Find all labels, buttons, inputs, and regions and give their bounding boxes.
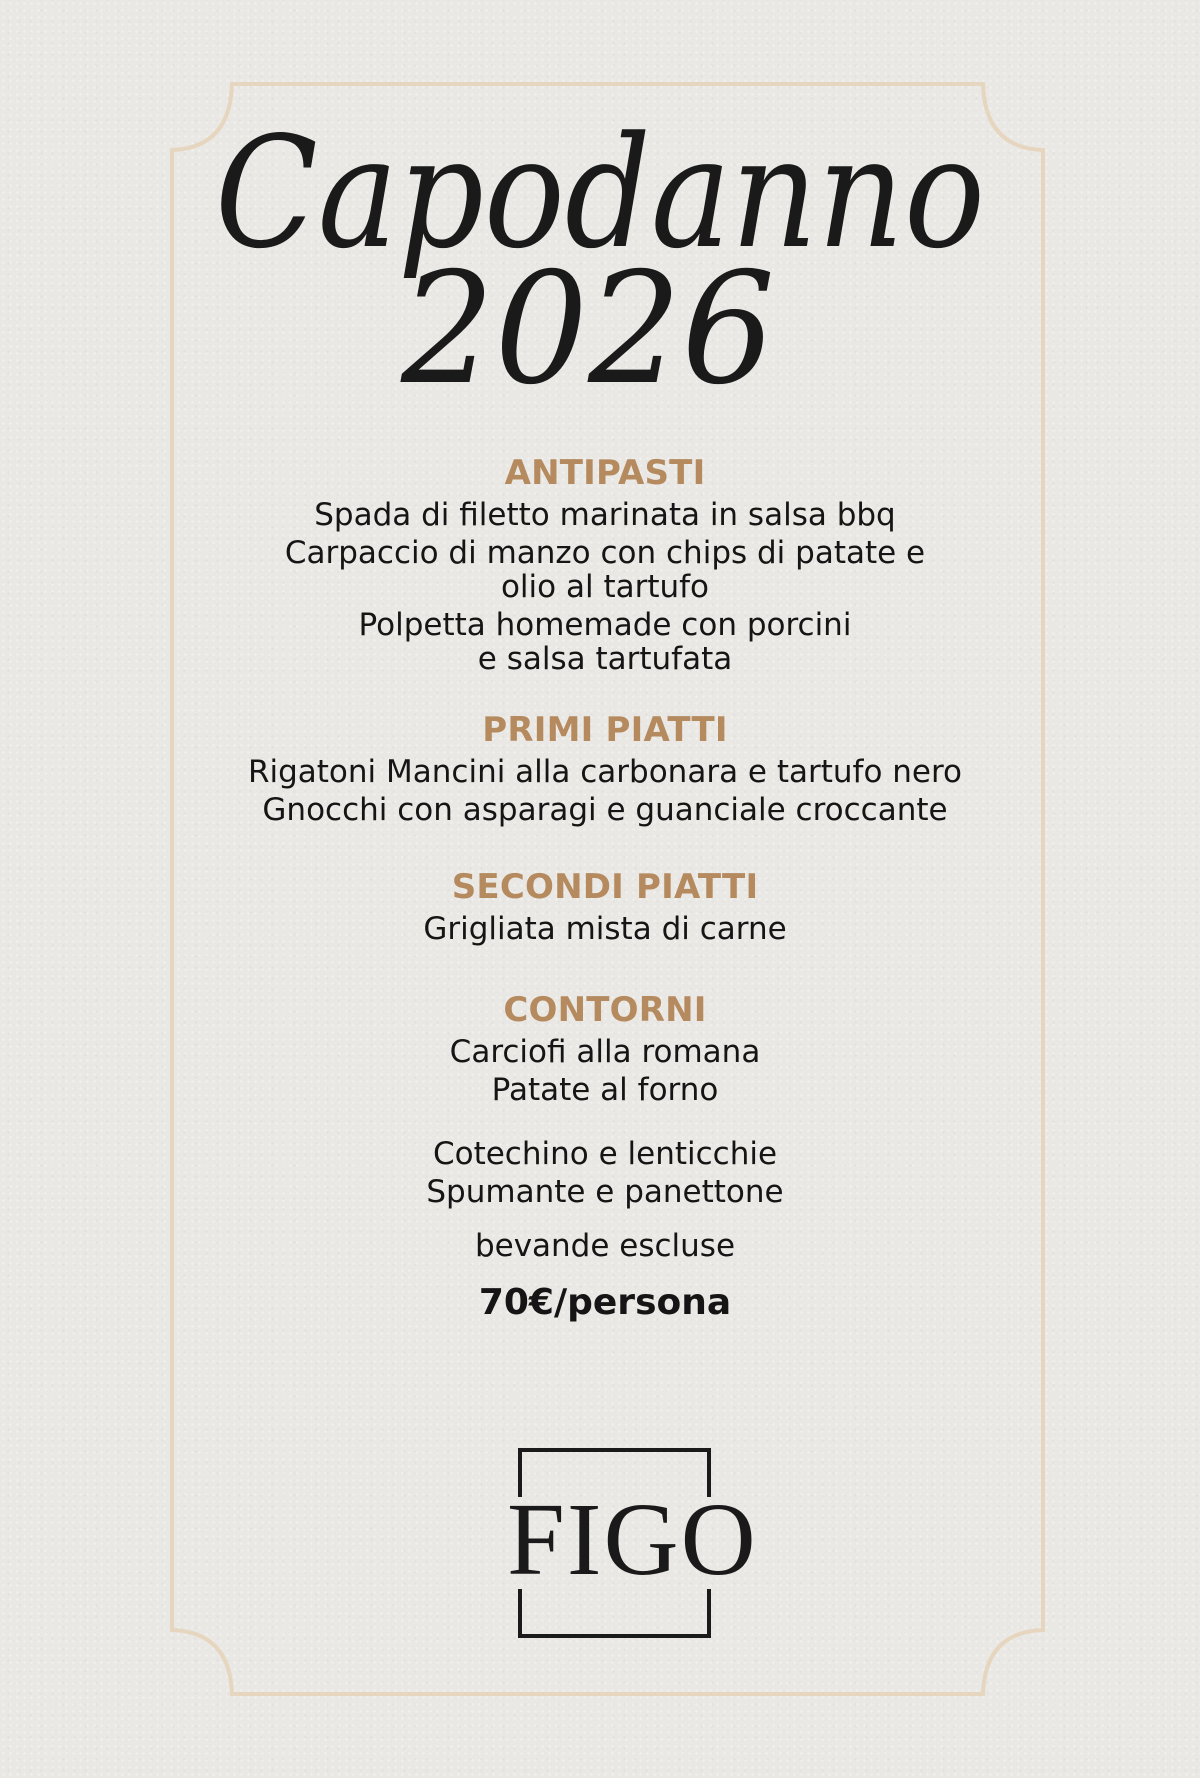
section-title: ANTIPASTI xyxy=(504,453,706,493)
logo-wordmark: FIGO xyxy=(507,1482,758,1597)
title-line-capodanno: Capodanno xyxy=(215,104,985,284)
menu-content xyxy=(170,452,1040,1325)
menu-item-line: Polpetta homemade con porcini xyxy=(358,607,852,643)
menu-item xyxy=(170,755,1040,789)
extras xyxy=(170,1137,1040,1209)
section-title: SECONDI PIATTI xyxy=(451,867,759,907)
section-antipasti xyxy=(170,452,1040,676)
menu-item xyxy=(170,1035,1040,1069)
drinks-note: bevande escluse xyxy=(474,1228,736,1264)
menu-item-line: Carciofi alla romana xyxy=(449,1034,761,1070)
extra-item: Spumante e panettone xyxy=(426,1174,784,1210)
price: 70€/persona xyxy=(478,1282,732,1323)
section-title: PRIMI PIATTI xyxy=(482,710,728,750)
menu-item-line: Carpaccio di manzo con chips di patate e xyxy=(284,535,926,571)
section-contorni xyxy=(170,989,1040,1107)
menu-item xyxy=(170,1073,1040,1107)
menu-item xyxy=(170,536,1040,604)
section-secondi-piatti xyxy=(170,866,1040,946)
title-line-year: 2026 xyxy=(400,238,776,419)
menu-item-line: Spada di filetto marinata in salsa bbq xyxy=(314,497,896,533)
extra-item: Cotechino e lenticchie xyxy=(432,1136,778,1172)
menu-item-line: Rigatoni Mancini alla carbonara e tartufo nero xyxy=(247,754,963,790)
menu-item xyxy=(170,912,1040,946)
section-title: CONTORNI xyxy=(503,990,707,1030)
figo-logo xyxy=(507,1447,758,1639)
menu-item-line: Grigliata mista di carne xyxy=(423,911,787,947)
section-primi-piatti xyxy=(170,709,1040,827)
menu-item-line: e salsa tartufata xyxy=(477,641,733,677)
menu-item xyxy=(170,608,1040,676)
menu-item-line: Patate al forno xyxy=(491,1072,719,1108)
menu-title xyxy=(0,0,1200,440)
menu-item xyxy=(170,498,1040,532)
menu-item xyxy=(170,793,1040,827)
menu-item-line: olio al tartufo xyxy=(500,569,710,605)
menu-item-line: Gnocchi con asparagi e guanciale croccante xyxy=(262,792,948,828)
